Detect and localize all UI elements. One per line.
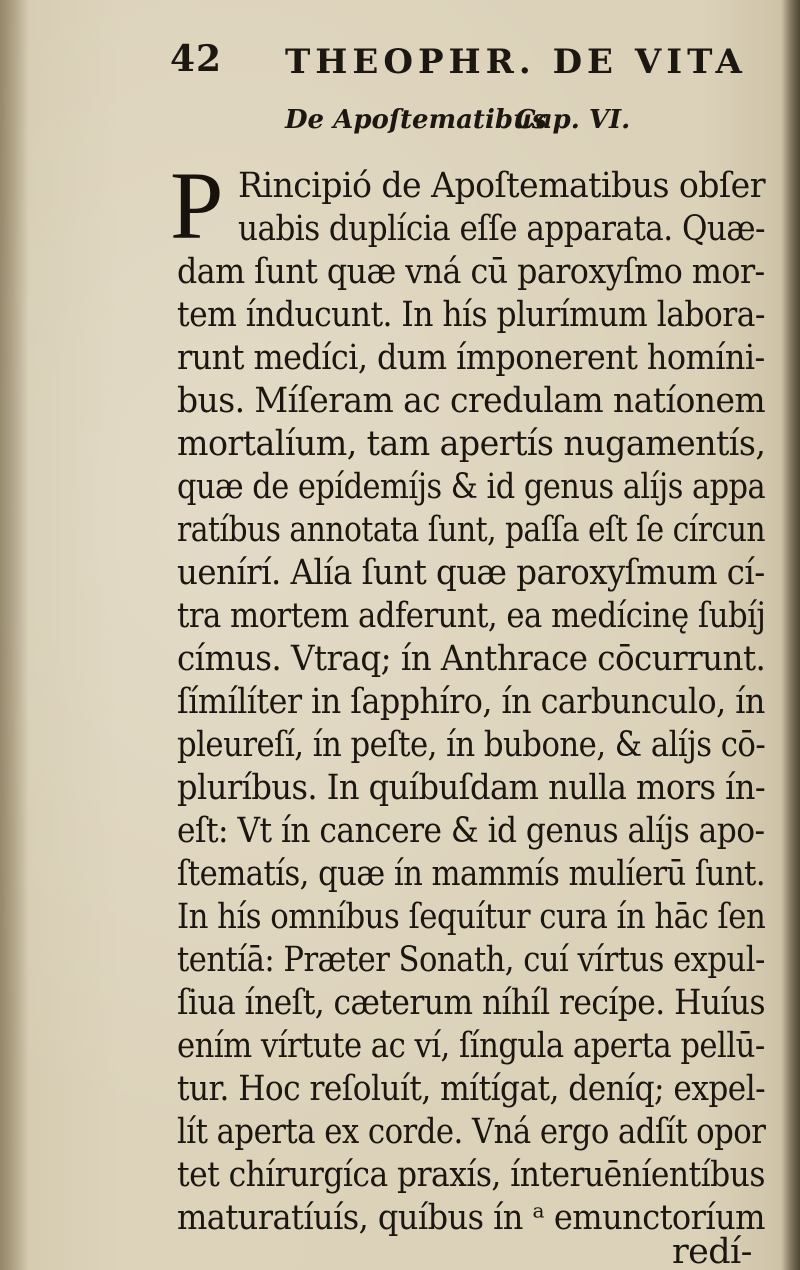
page-number: 42 <box>170 38 223 80</box>
text-line: dam ſunt quæ vná cū paroxyſmo mor- <box>177 252 765 292</box>
text-line: tet chírurgíca praxís, ínteruēníentíbus <box>177 1155 765 1195</box>
text-line: mortalíum, tam apertís nugamentís, <box>177 424 766 464</box>
text-line: ſtematís, quæ ín mammís mulíerū ſunt. <box>177 854 766 894</box>
drop-cap-initial: P <box>170 152 224 259</box>
text-line: tentíā: Præter Sonath, cuí vírtus expul- <box>177 940 765 980</box>
text-line: quæ de epídemíjs & id genus alíjs appa <box>177 467 766 507</box>
catchword: redí- <box>672 1232 752 1270</box>
text-line: tur. Hoc reſoluít, mítígat, deníq; expel- <box>177 1069 766 1109</box>
text-line: In hís omníbus ſequítur cura ín hāc ſen <box>177 897 766 937</box>
text-line: ratíbus annotata ſunt, paſſa eſt ſe círcun <box>177 510 766 550</box>
text-line: Rincipió de Apoſtematibus obſer <box>238 166 766 206</box>
text-line: ením vírtute ac ví, ſíngula aperta pellū- <box>177 1026 765 1066</box>
text-line: maturatíuís, quíbus ín ᵃ emunctoríum <box>177 1198 765 1238</box>
text-line: pluríbus. In quíbuſdam nulla mors ín- <box>177 768 766 808</box>
text-line: lít aperta ex corde. Vná ergo adſít opor <box>177 1112 766 1152</box>
text-line: uenírí. Alía ſunt quæ paroxyſmum cí- <box>177 553 765 593</box>
text-line: ſiua íneſt, cæterum níhíl recípe. Huíus <box>177 983 766 1023</box>
text-line: eſt: Vt ín cancere & id genus alíjs apo- <box>177 811 765 851</box>
text-line: bus. Míſeram ac credulam natíonem <box>177 381 766 421</box>
chapter-topic: De Apoſtematibus <box>285 105 547 135</box>
text-line: uabis duplícia eſſe apparata. Quæ- <box>238 209 765 249</box>
text-line: tem índucunt. In hís plurímum labora- <box>177 295 765 335</box>
chapter-number: Cap. VI. <box>515 105 631 135</box>
text-line: runt medíci, dum ímponerent homíni- <box>177 338 765 378</box>
text-line: ſímílíter in ſapphíro, ín carbunculo, ín <box>177 682 765 722</box>
text-line: címus. Vtraq; ín Anthrace cōcurrunt. <box>177 639 766 679</box>
text-line: tra mortem adferunt, ea medícinę ſubíj <box>177 596 766 636</box>
text-line: pleureſí, ín peſte, ín bubone, & alíjs cō- <box>177 725 766 765</box>
running-title: THEOPHR. DE VITA <box>285 42 747 82</box>
